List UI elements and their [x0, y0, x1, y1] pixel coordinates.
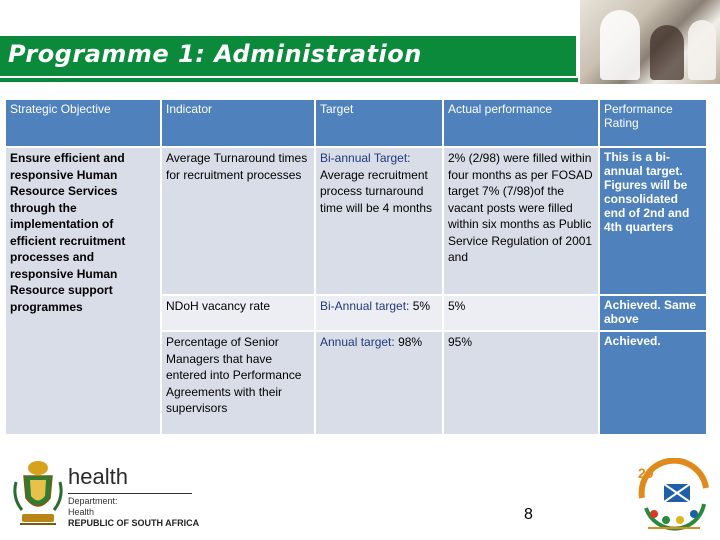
column-header: Indicator — [162, 100, 314, 146]
indicator-cell: Average Turnaround times for recruitment processes — [162, 148, 314, 294]
column-header: Performance Rating — [600, 100, 706, 146]
department-label: Department: — [68, 496, 118, 506]
indicator-cell: NDoH vacancy rate — [162, 296, 314, 330]
rating-cell: This is a bi-annual target. Figures will be consolidated end of 2nd and 4th quarters — [600, 148, 706, 294]
target-value: 98% — [398, 335, 423, 349]
column-header: Actual performance — [444, 100, 598, 146]
footer — [0, 450, 720, 540]
target-cell — [316, 332, 442, 434]
column-header: Strategic Objective — [6, 100, 160, 146]
column-header: Target — [316, 100, 442, 146]
target-cell — [316, 296, 442, 330]
target-value: 5% — [412, 299, 431, 313]
target-label: Bi-Annual target: — [320, 299, 410, 313]
target-label: Annual target: — [320, 335, 395, 349]
anniversary-logo — [634, 458, 714, 536]
svg-text:20: 20 — [638, 465, 654, 481]
coat-of-arms-logo — [10, 458, 66, 530]
actual-cell: 2% (2/98) were filled within four months as per FOSAD target 7% (7/98)of the vacant posts were filled within six months as Public Service Regulation of 2001 and — [444, 148, 598, 294]
performance-table — [4, 98, 708, 436]
header — [0, 0, 720, 84]
logo-divider — [68, 493, 192, 494]
page-number: 8 — [524, 506, 533, 523]
table-row — [6, 148, 706, 294]
strategic-objective-cell: Ensure efficient and responsive Human Resource Services through the implementation of efficient recruitment processes and responsive Human Resource support programmes — [6, 148, 160, 434]
target-value: Average recruitment process turnaround time will be 4 months — [320, 167, 433, 215]
department-name: Health — [68, 507, 95, 517]
photo-figure — [650, 25, 684, 80]
rating-cell: Achieved. Same above — [600, 296, 706, 330]
rating-cell: Achieved. — [600, 332, 706, 434]
page-title: Programme 1: Administration — [8, 40, 422, 68]
health-logo-text: health — [68, 464, 128, 489]
country-name: REPUBLIC OF SOUTH AFRICA — [68, 518, 200, 528]
photo-figure — [600, 10, 640, 80]
actual-cell: 5% — [444, 296, 598, 330]
indicator-cell: Percentage of Senior Managers that have entered into Performance Agreements with their supervisors — [162, 332, 314, 434]
target-label: Bi-annual Target: — [320, 151, 411, 165]
table-header-row — [6, 100, 706, 146]
actual-cell: 95% — [444, 332, 598, 434]
target-cell — [316, 148, 442, 294]
header-photo — [578, 0, 720, 84]
photo-figure — [688, 20, 716, 80]
